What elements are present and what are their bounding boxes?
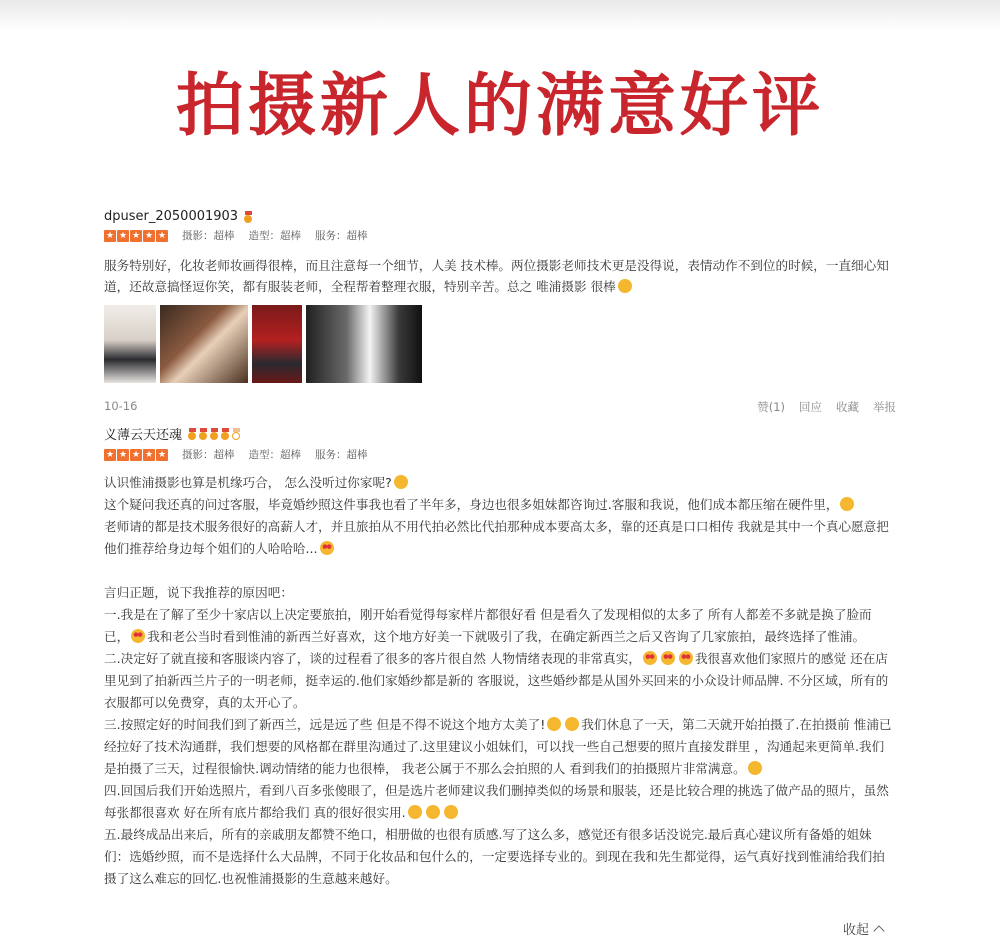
medal-icon [199,428,208,440]
medal-icon [244,211,253,223]
page-headline: 拍摄新人的满意好评 [175,67,824,146]
review-paragraph: 五.最终成品出来后，所有的亲戚朋友都赞不绝口，相册做的也很有质感.写了这么多，感觉还有很多话没说完.最后真心建议所有备婚的姐妹们：选婚纱照，而不是选择什么大品牌，不同于化妆品和包什么的，一定要选择专业的。到现在我和先生都觉得，运气真好找到惟浦给我们拍摄了这么难忘的回忆.也祝惟浦摄影的生意越来越好。 [104,827,885,886]
sweat-emoji-icon [394,475,408,489]
report-button[interactable]: 举报 [873,400,896,414]
review-paragraph: 认识惟浦摄影也算是机缘巧合， 怎么没听过你家呢? [104,472,896,494]
review-author [104,209,904,224]
medal-icon [188,428,197,440]
star-icon: ★ [118,449,128,460]
star-rating [104,230,168,242]
review-text: 服务特别好，化妆老师妆画得很棒，而且注意每一个细节，人美 技术棒。两位摄影老师技术更是没得说，表情动作不到位的时候，一直细心知道，还故意搞怪逗你笑，都有服装老师，全程帮着整理衣服，特别辛苦。总之 唯浦摄影 很棒 [104,258,889,294]
review-paragraph: 二.决定好了就直接和客服谈内容了，谈的过程看了很多的客片很自然 人物情绪表现的非常真实， 我很喜欢他们家照片的感觉 还在店里见到了拍新西兰片子的一明老师，挺幸运的.他们家婚纱都是新的 客服说，这些婚纱都是从国外买回来的小众设计师品牌. 不分区域，所有的衣服都可以免费穿，真的太开心了。 [104,651,889,710]
smile-emoji-icon [565,717,579,731]
user-level-medals [188,428,241,440]
rating-photography: 摄影：超棒 [182,449,235,461]
review-meta [104,399,896,415]
smile-emoji-icon [840,497,854,511]
rating-service: 服务：超棒 [315,230,368,242]
rating-service: 服务：超棒 [315,449,368,461]
chevron-up-icon [873,925,884,936]
review-photo[interactable] [160,305,248,383]
rating-line [104,447,904,462]
collapse-label: 收起 [843,923,870,938]
heart-eyes-emoji-icon [131,629,145,643]
review-paragraph: 言归正题，说下我推荐的原因吧： [104,585,293,600]
review-photo[interactable] [252,305,302,383]
star-icon: ★ [131,449,141,460]
star-icon: ★ [157,230,167,241]
rating-styling: 造型：超棒 [248,449,301,461]
star-icon: ★ [144,230,154,241]
top-strip [0,0,1000,30]
collapse-button[interactable] [843,919,883,938]
review-paragraph: 四.回国后我们开始选照片，看到八百多张傻眼了，但是选片老师建议我们删掉类似的场景和服装，还是比较合理的挑选了做产品的照片，虽然每张都很喜欢 好在所有底片都给我们 真的很好很实用. [104,783,889,820]
grin-emoji-icon [426,805,440,819]
review-paragraph: 三.按照定好的时间我们到了新西兰，远是远了些 但是不得不说这个地方太美了! 我们休息了一天，第二天就开始拍摄了.在拍摄前 惟浦已经拉好了技术沟通群，我们想要的风格都在群里沟通过了.这里建议小姐妹们，可以找一些自己想要的照片直接发群里 ，沟通起来更简单.我们是拍摄了三天，过程很愉快.调动情绪的能力也很棒， 我老公属于不那么会拍照的人 看到我们的拍摄照片非常满意。 [104,717,892,776]
star-icon: ★ [105,449,115,460]
grin-emoji-icon [618,279,632,293]
review-photo[interactable] [104,305,156,383]
review-photo[interactable] [306,305,422,383]
review-actions [757,399,896,415]
rating-styling: 造型：超棒 [248,230,301,242]
reply-button[interactable]: 回应 [799,400,822,414]
review-paragraph-blank [104,560,896,582]
review-text [104,472,896,890]
username[interactable]: dpuser_2050001903 [104,209,239,224]
review-paragraph: 老师请的都是技术服务很好的高薪人才，并且旅拍从不用代拍必然比代拍那种成本要高太多，靠的还真是口口相传 我就是其中一个真心愿意把他们推荐给身边每个姐们的人哈哈哈... [104,519,889,556]
medal-empty-icon [232,428,241,440]
medal-icon [210,428,219,440]
like-button[interactable]: 赞(1) [757,400,785,414]
review-date: 10-16 [104,399,138,413]
grin-emoji-icon [444,805,458,819]
username[interactable]: 义薄云天还魂 [104,428,183,443]
review-card [104,209,904,297]
review-paragraph: 一.我是在了解了至少十家店以上决定要旅拍，刚开始看觉得每家样片都很好看 但是看久了发现相似的太多了 所有人都差不多就是换了脸而已， 我和老公当时看到惟浦的新西兰好喜欢，这个地方好美一下就吸引了我，在确定新西兰之后又咨询了几家旅拍，最终选择了惟浦。 [104,607,872,644]
rating-line [104,228,904,243]
heart-eyes-emoji-icon [661,651,675,665]
laugh-emoji-icon [748,761,762,775]
heart-eyes-emoji-icon [679,651,693,665]
star-rating [104,449,168,461]
favorite-button[interactable]: 收藏 [836,400,859,414]
star-icon: ★ [105,230,115,241]
star-icon: ★ [144,449,154,460]
heart-eyes-emoji-icon [643,651,657,665]
review-photos [104,305,422,383]
heart-eyes-emoji-icon [320,541,334,555]
star-icon: ★ [131,230,141,241]
smile-emoji-icon [547,717,561,731]
star-icon: ★ [157,449,167,460]
review-paragraph: 这个疑问我还真的问过客服，毕竟婚纱照这件事我也看了半年多，身边也很多姐妹都咨询过.客服和我说，他们成本都压缩在硬件里， [104,494,896,516]
rating-photography: 摄影：超棒 [182,230,235,242]
user-level-medals [244,211,253,223]
star-icon: ★ [118,230,128,241]
review-card [104,424,904,890]
medal-icon [221,428,230,440]
grin-emoji-icon [408,805,422,819]
review-author [104,424,904,443]
